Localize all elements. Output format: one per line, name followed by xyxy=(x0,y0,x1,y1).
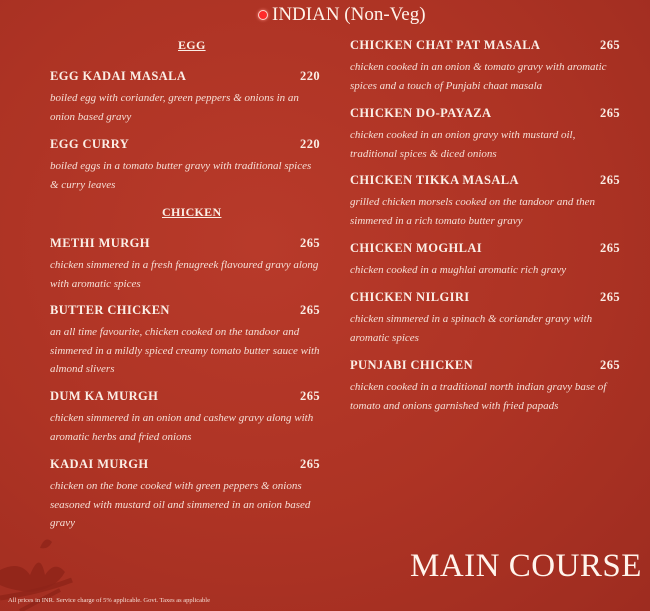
item-desc: grilled chicken morsels cooked on the tandoor and then simmered in a rich tomato butter gravy xyxy=(350,196,596,227)
section-chicken: CHICKEN xyxy=(162,205,222,219)
item-desc: chicken cooked in an onion gravy with mustard oil, traditional spices & diced onions xyxy=(350,129,576,160)
main-course-heading: MAIN COURSE xyxy=(410,548,642,584)
item-desc: chicken cooked in an onion & tomato gravy with aromatic spices and a touch of Punjabi chaat masala xyxy=(350,61,607,92)
item-desc: chicken simmered in a fresh fenugreek flavoured gravy along with aromatic spices xyxy=(50,259,319,290)
menu-item xyxy=(50,236,322,293)
item-price: 265 xyxy=(600,358,620,372)
item-price: 265 xyxy=(600,290,620,304)
menu-item xyxy=(50,457,322,533)
menu-item xyxy=(350,173,622,230)
bullet-icon xyxy=(258,10,268,20)
menu-item xyxy=(350,290,622,347)
menu-item xyxy=(50,69,322,126)
item-price: 265 xyxy=(600,241,620,255)
item-price: 220 xyxy=(300,69,320,83)
menu-item xyxy=(350,241,622,280)
menu-item xyxy=(50,389,322,446)
page-title xyxy=(258,4,426,26)
item-desc: chicken cooked in a mughlai aromatic rich gravy xyxy=(350,264,567,276)
item-price: 220 xyxy=(300,137,320,151)
title-text: INDIAN (Non-Veg) xyxy=(272,4,426,25)
item-desc: chicken simmered in a spinach & coriander gravy with aromatic spices xyxy=(350,313,593,344)
item-price: 265 xyxy=(300,389,320,403)
item-name: BUTTER CHICKEN xyxy=(50,303,170,317)
item-price: 265 xyxy=(600,38,620,52)
item-price: 265 xyxy=(300,236,320,250)
item-desc: chicken cooked in a traditional north indian gravy base of tomato and onions garnished with fried papads xyxy=(350,381,607,412)
menu-item xyxy=(350,358,622,415)
item-name: DUM KA MURGH xyxy=(50,389,159,403)
item-price: 265 xyxy=(300,303,320,317)
item-desc: chicken simmered in an onion and cashew gravy along with aromatic herbs and fried onions xyxy=(50,412,314,443)
item-name: EGG CURRY xyxy=(50,137,130,151)
item-name: KADAI MURGH xyxy=(50,457,149,471)
item-name: CHICKEN DO-PAYAZA xyxy=(350,106,492,120)
item-price: 265 xyxy=(300,457,320,471)
item-name: EGG KADAI MASALA xyxy=(50,69,187,83)
item-desc: chicken on the bone cooked with green peppers & onions seasoned with mustard oil and simmered in an onion based gravy xyxy=(50,480,311,529)
menu-item xyxy=(350,38,622,95)
item-desc: boiled egg with coriander, green peppers & onions in an onion based gravy xyxy=(50,92,299,123)
footer-note: All prices in INR. Service charge of 5% applicable. Govt. Taxes as applicable xyxy=(8,597,211,604)
item-name: CHICKEN CHAT PAT MASALA xyxy=(350,38,541,52)
item-name: METHI MURGH xyxy=(50,236,150,250)
item-name: CHICKEN NILGIRI xyxy=(350,290,470,304)
menu-item xyxy=(50,303,322,379)
item-price: 265 xyxy=(600,106,620,120)
item-name: PUNJABI CHICKEN xyxy=(350,358,474,372)
item-name: CHICKEN MOGHLAI xyxy=(350,241,483,255)
menu-item xyxy=(350,106,622,163)
item-desc: boiled eggs in a tomato butter gravy with traditional spices & curry leaves xyxy=(50,160,312,191)
item-name: CHICKEN TIKKA MASALA xyxy=(350,173,519,187)
section-egg: EGG xyxy=(178,38,206,52)
item-desc: an all time favourite, chicken cooked on the tandoor and simmered in a mildly spiced creamy tomato butter sauce with almond slivers xyxy=(50,326,320,375)
menu-item xyxy=(50,137,322,194)
item-price: 265 xyxy=(600,173,620,187)
